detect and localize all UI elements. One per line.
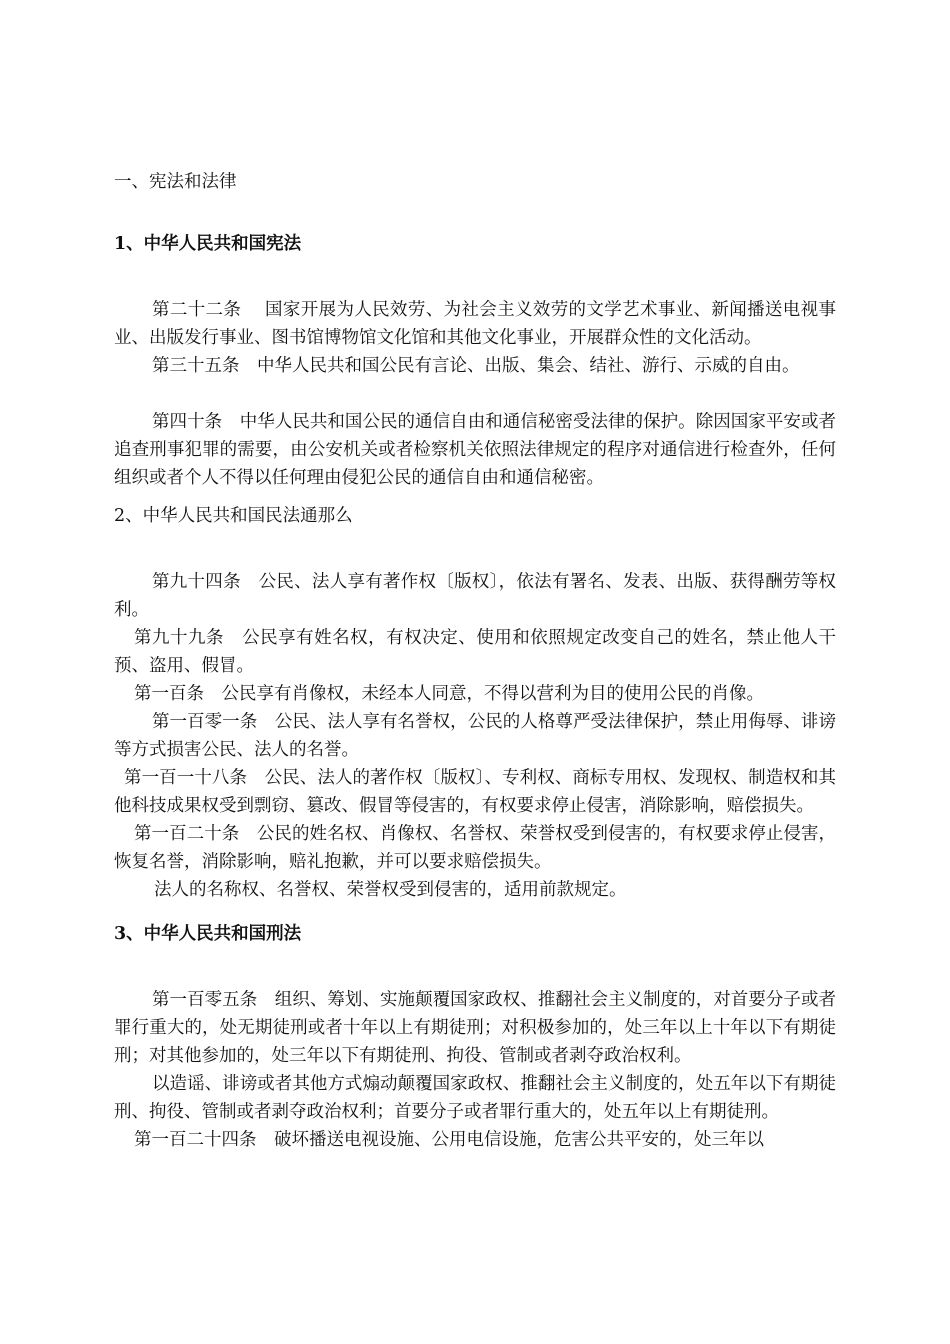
article-99: 第九十九条 公民享有姓名权，有权决定、使用和依照规定改变自己的姓名，禁止他人干预、盗用、假冒。	[114, 628, 836, 676]
article-118: 第一百一十八条 公民、法人的著作权〔版权〕、专利权、商标专用权、发现权、制造权和其他科技成果权受到剽窃、篡改、假冒等侵害的，有权要求停止侵害，消除影响，赔偿损失。	[114, 768, 836, 816]
article-100: 第一百条 公民享有肖像权，未经本人同意，不得以营利为目的使用公民的肖像。	[134, 684, 764, 704]
article-35: 第三十五条 中华人民共和国公民有言论、出版、集会、结社、游行、示威的自由。	[152, 356, 800, 376]
article-105-clause-2: 以造谣、诽谤或者其他方式煽动颠覆国家政权、推翻社会主义制度的，处五年以下有期徒刑、拘役、管制或者剥夺政治权利；首要分子或者罪行重大的，处五年以上有期徒刑。	[114, 1074, 836, 1122]
section-title: 一、宪法和法律	[114, 172, 237, 192]
law-heading-criminal: 3、中华人民共和国刑法	[114, 924, 302, 944]
article-120: 第一百二十条 公民的姓名权、肖像权、名誉权、荣誉权受到侵害的，有权要求停止侵害，恢复名誉，消除影响，赔礼抱歉，并可以要求赔偿损失。	[114, 824, 836, 872]
article-120-clause-2: 法人的名称权、名誉权、荣誉权受到侵害的，适用前款规定。	[154, 880, 627, 900]
law-heading-constitution: 1、中华人民共和国宪法	[114, 234, 302, 254]
article-94: 第九十四条 公民、法人享有著作权〔版权〕，依法有署名、发表、出版、获得酬劳等权利。	[114, 572, 836, 620]
document-page	[114, 168, 836, 1154]
article-105: 第一百零五条 组织、筹划、实施颠覆国家政权、推翻社会主义制度的，对首要分子或者罪行重大的，处无期徒刑或者十年以上有期徒刑；对积极参加的，处三年以上十年以下有期徒刑；对其他参加的，处三年以下有期徒刑、拘役、管制或者剥夺政治权利。	[114, 990, 836, 1066]
article-40: 第四十条 中华人民共和国公民的通信自由和通信秘密受法律的保护。除因国家平安或者追查刑事犯罪的需要，由公安机关或者检察机关依照法律规定的程序对通信进行检查外，任何组织或者个人不得以任何理由侵犯公民的通信自由和通信秘密。	[114, 412, 836, 488]
article-22: 第二十二条 国家开展为人民效劳、为社会主义效劳的文学艺术事业、新闻播送电视事业、出版发行事业、图书馆博物馆文化馆和其他文化事业，开展群众性的文化活动。	[114, 300, 836, 348]
article-124: 第一百二十四条 破坏播送电视设施、公用电信设施，危害公共平安的，处三年以	[134, 1130, 764, 1150]
article-101: 第一百零一条 公民、法人享有名誉权，公民的人格尊严受法律保护，禁止用侮辱、诽谤等方式损害公民、法人的名誉。	[114, 712, 836, 760]
law-heading-civil: 2、中华人民共和国民法通那么	[114, 506, 353, 526]
